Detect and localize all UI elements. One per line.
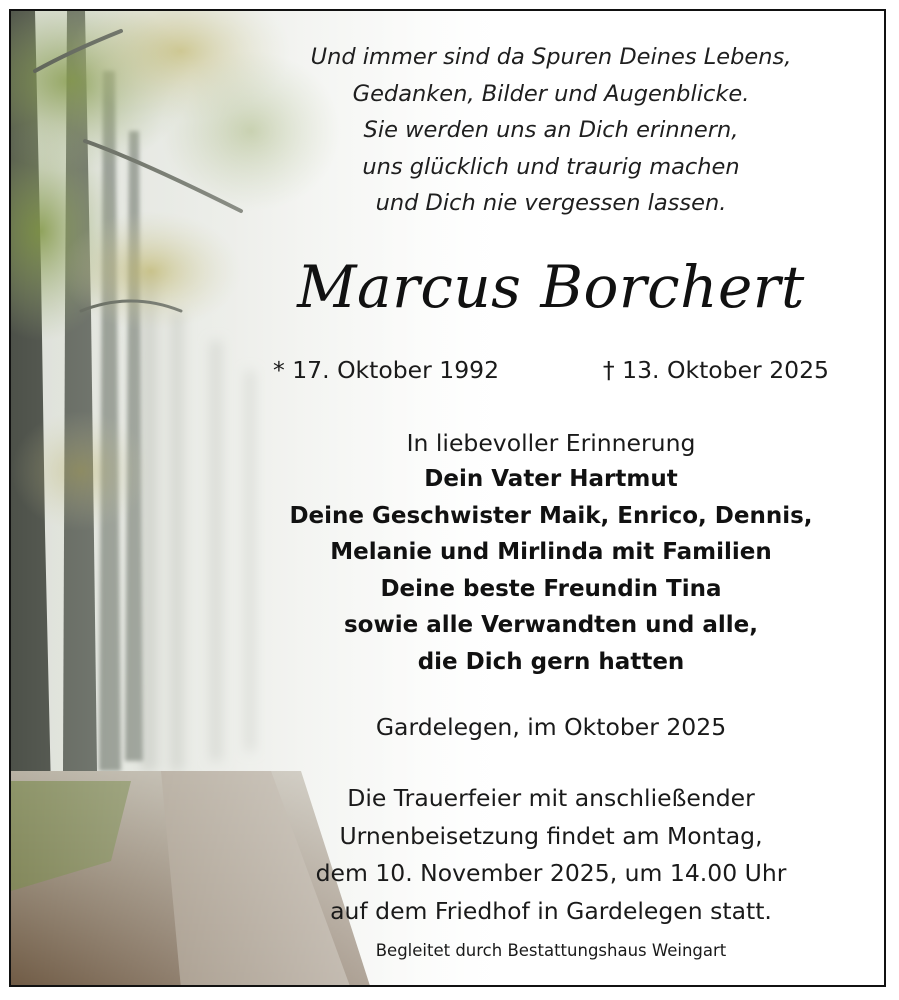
poem-line: uns glücklich und traurig machen: [362, 153, 740, 180]
poem-line: Sie werden uns an Dich erinnern,: [363, 117, 739, 143]
funeral-details: [273, 780, 829, 930]
poem-line: Und immer sind da Spuren Deines Lebens,: [310, 44, 792, 70]
mourner-line: Deine beste Freundin Tina: [380, 575, 722, 602]
poem-line: und Dich nie vergessen lassen.: [375, 190, 727, 216]
funeral-line: Die Trauerfeier mit anschließender: [347, 784, 755, 812]
mourner-line: Melanie und Mirlinda mit Familien: [330, 539, 772, 565]
deceased-name: Marcus Borchert: [297, 253, 805, 321]
poem-line: Gedanken, Bilder und Augenblicke.: [352, 80, 750, 107]
mourners-list: [273, 461, 829, 680]
mourner-line: die Dich gern hatten: [417, 648, 685, 675]
poem: [273, 39, 829, 222]
mourner-line: sowie alle Verwandten und alle,: [343, 612, 759, 638]
death-date: † 13. Oktober 2025: [602, 356, 829, 384]
birth-date: * 17. Oktober 1992: [273, 356, 500, 384]
obituary-notice: [9, 9, 886, 987]
funeral-home-credit: Begleitet durch Bestattungshaus Weingart: [375, 941, 727, 960]
life-dates: [273, 353, 829, 387]
funeral-line: auf dem Friedhof in Gardelegen statt.: [330, 896, 772, 925]
funeral-line: dem 10. November 2025, um 14.00 Uhr: [315, 859, 787, 887]
remembrance-intro: In liebevoller Erinnerung: [406, 429, 696, 457]
funeral-line: Urnenbeisetzung findet am Montag,: [339, 821, 763, 850]
place-and-date: Gardelegen, im Oktober 2025: [375, 713, 727, 741]
mourner-line: Deine Geschwister Maik, Enrico, Dennis,: [289, 502, 813, 529]
mourner-line: Dein Vater Hartmut: [424, 466, 678, 492]
